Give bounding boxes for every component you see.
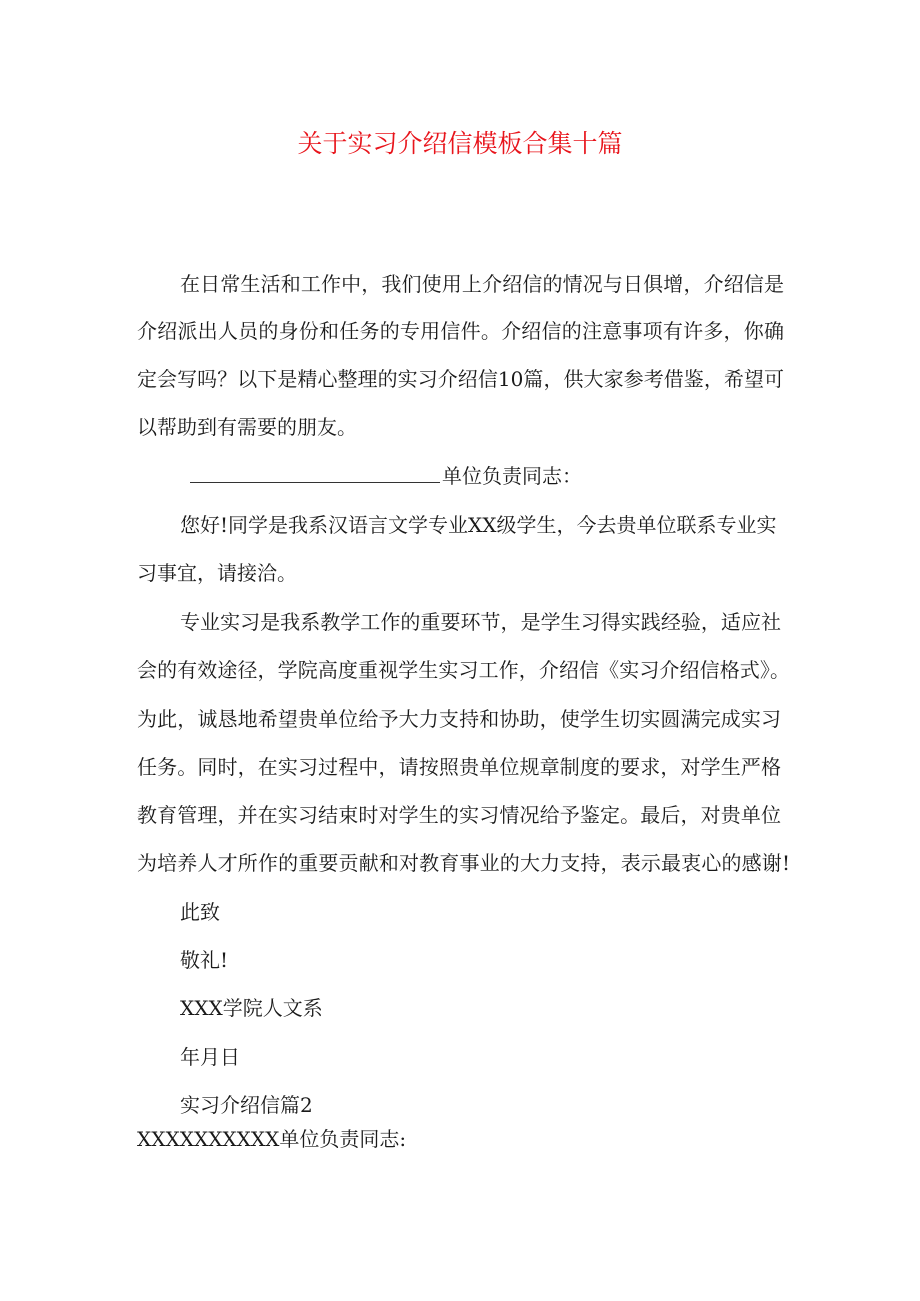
body-line-4: 任务。同时，在实习过程中，请按照贵单位规章制度的要求，对学生严格 xyxy=(137,755,781,779)
salutation-line xyxy=(190,462,582,490)
body-line-2: 会的有效途径，学院高度重视学生实习工作，介绍信《实习介绍信格式》。 xyxy=(137,658,790,682)
body-line-3: 为此，诚恳地希望贵单位给予大力支持和协助，使学生切实圆满完成实习 xyxy=(137,707,781,731)
body-line-5: 教育管理，并在实习结束时对学生的实习情况给予鉴定。最后，对贵单位 xyxy=(137,803,781,827)
intro-line-1: 在日常生活和工作中，我们使用上介绍信的情况与日俱增，介绍信是 xyxy=(180,272,784,296)
regards-text: 敬礼! xyxy=(180,948,229,972)
body-line-1: 专业实习是我系教学工作的重要环节，是学生习得实践经验，适应社 xyxy=(180,610,781,634)
document-title: 关于实习介绍信模板合集十篇 xyxy=(297,129,623,158)
intro-line-4: 以帮助到有需要的朋友。 xyxy=(137,415,357,439)
closing-text: 此致 xyxy=(180,900,220,924)
section2-salutation: XXXXXXXXXX单位负责同志: xyxy=(137,1127,407,1151)
greeting-line-2: 习事宜，请接洽。 xyxy=(137,561,297,585)
recipient-blank xyxy=(190,464,440,483)
salutation-text: 单位负责同志： xyxy=(442,464,582,488)
section2-title: 实习介绍信篇2 xyxy=(180,1093,313,1117)
body-line-6: 为培养人才所作的重要贡献和对教育事业的大力支持，表示最衷心的感谢! xyxy=(137,851,790,875)
intro-line-2: 介绍派出人员的身份和任务的专用信件。介绍信的注意事项有许多，你确 xyxy=(137,319,784,343)
signature-text: XXX学院人文系 xyxy=(180,996,323,1020)
greeting-line-1: 您好!同学是我系汉语言文学专业XX级学生，今去贵单位联系专业实 xyxy=(180,513,777,537)
date-text: 年月日 xyxy=(180,1045,240,1069)
intro-line-3: 定会写吗？以下是精心整理的实习介绍信10篇，供大家参考借鉴，希望可 xyxy=(137,367,784,391)
